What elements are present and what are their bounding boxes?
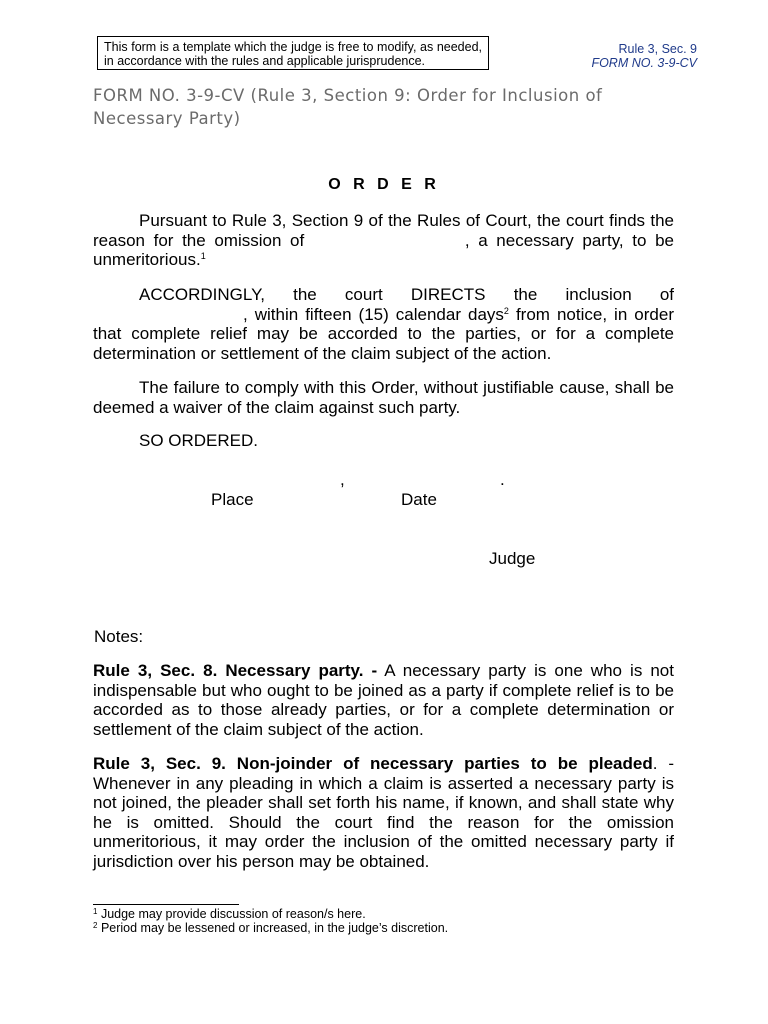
form-number-ref: FORM NO. 3-9-CV — [591, 56, 697, 70]
footnote-1-text: Judge may provide discussion of reason/s here. — [100, 907, 366, 921]
notes-heading: Notes: — [94, 627, 144, 646]
date-period: . — [500, 470, 505, 489]
template-notice-box — [97, 36, 489, 70]
order-title: O R D E R — [328, 176, 440, 193]
judge-label: Judge — [489, 549, 536, 568]
note-1-text: A necessary party is one who is not indispensable but who ought to be joined as a party if complete relief is to be accorded as to those already parties, or for a complete determination or settlement of the claim subject of the action. — [93, 661, 674, 739]
place-date-comma: , — [340, 470, 345, 489]
form-title: FORM NO. 3-9-CV (Rule 3, Section 9: Order for Inclusion of Necessary Party) — [93, 86, 603, 128]
rule-section-ref: Rule 3, Sec. 9 — [618, 42, 697, 56]
rule-reference — [591, 42, 697, 70]
place-label: Place — [211, 490, 254, 509]
footnote-ref-1: 1 — [200, 251, 206, 262]
footnote-separator — [93, 904, 239, 905]
so-ordered: SO ORDERED. — [139, 431, 259, 450]
note-rule-3-sec-8 — [93, 661, 674, 739]
footnote-2-text: Period may be lessened or increased, in the judge’s discretion. — [100, 921, 449, 935]
date-label: Date — [401, 490, 437, 509]
paragraph-finding-text-a: Pursuant to Rule 3, Section 9 of the Rules of Court, the court finds the reason for the omission of — [93, 211, 674, 250]
note-rule-3-sec-9 — [93, 754, 674, 872]
footnote-1 — [93, 907, 366, 921]
note-2-text: . - Whenever in any pleading in which a claim is asserted a necessary party is not joined, the pleader shall set forth his name, if known, and shall state why he is omitted. Should the court find the reason for the omission unmeritorious, it may order the inclusion of the omitted necessary party if jurisdiction over his person may be obtained. — [93, 754, 675, 871]
note-1-title: Rule 3, Sec. 8. Necessary party. - — [93, 661, 378, 680]
paragraph-finding — [93, 211, 674, 270]
paragraph-directive — [93, 285, 674, 363]
paragraph-directive-text-b: , within fifteen (15) calendar days — [243, 304, 504, 324]
footnote-2 — [93, 921, 448, 935]
footnote-1-number: 1 — [93, 907, 98, 916]
paragraph-waiver: The failure to comply with this Order, without justifiable cause, shall be deemed a waiver of the claim against such party. — [93, 378, 674, 417]
footnote-2-number: 2 — [93, 921, 98, 930]
template-notice-text: This form is a template which the judge is free to modify, as needed, in accordance with the rules and applicable jurisprudence. — [104, 40, 482, 68]
paragraph-directive-text-c: from notice, in order that complete relief may be accorded to the parties, or for a complete determination or settlement of the claim subject of the action. — [93, 304, 674, 363]
paragraph-directive-text-a: ACCORDINGLY, the court DIRECTS the inclusion of — [139, 285, 674, 304]
note-2-title: Rule 3, Sec. 9. Non-joinder of necessary parties to be pleaded — [93, 754, 653, 773]
footnote-ref-2: 2 — [503, 305, 509, 316]
paragraph-finding-text-b: , a necessary party, to be unmeritorious. — [93, 230, 674, 270]
